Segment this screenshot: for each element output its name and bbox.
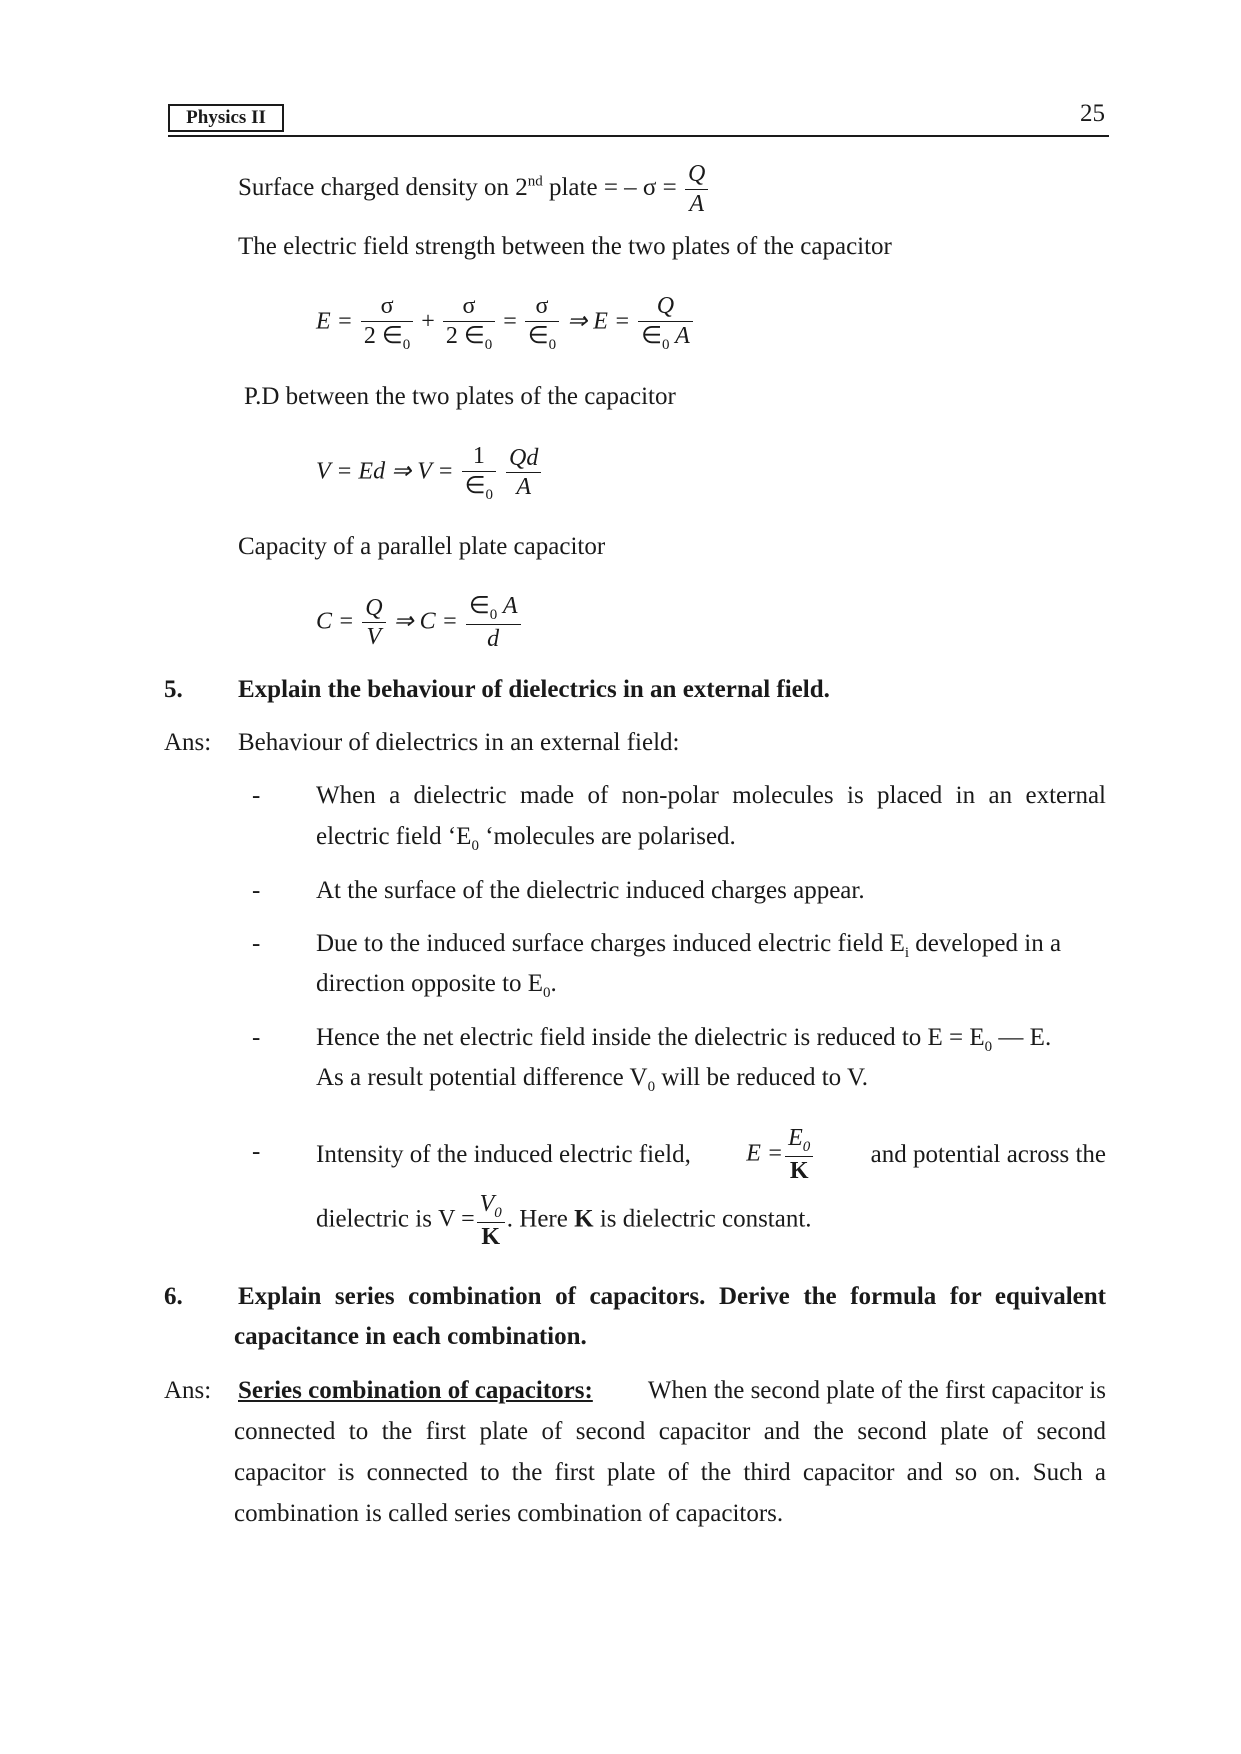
b3-l2b: .	[550, 970, 557, 997]
eq1-lead: Surface charged density on 2	[238, 174, 528, 202]
bullet-4-line-2	[316, 1064, 868, 1096]
b5-formula-v	[438, 1191, 507, 1250]
eq2-frac3	[525, 292, 559, 354]
bullet-2: At the surface of the dielectric induced charges appear.	[316, 877, 865, 904]
eq2-frac2-sub: 0	[484, 336, 493, 353]
eq2-lhs: E =	[316, 308, 353, 335]
eq4-lhs: C =	[316, 608, 355, 635]
b5-frac	[785, 1124, 813, 1186]
bullet-3-line-2	[316, 970, 557, 1002]
bullet-4-line-1	[316, 1024, 1051, 1056]
ans6-label: Ans:	[164, 1377, 212, 1404]
bullet-dash-4: -	[252, 1024, 261, 1051]
q6-line-2: capacitance in each combination.	[234, 1323, 587, 1350]
b5-K: K	[574, 1205, 594, 1233]
b5-frac-num	[785, 1124, 813, 1157]
ans5-intro: Behaviour of dielectrics in an external field:	[238, 729, 680, 756]
b5-V: V =	[438, 1206, 475, 1233]
bullet-dash-3: -	[252, 930, 261, 957]
b5-e: is dielectric constant.	[599, 1205, 812, 1233]
b5-vnum: V	[479, 1191, 495, 1217]
eq4-frac2-eps: ∈	[468, 593, 490, 619]
b5-formula	[746, 1124, 815, 1186]
eq3-frac1-den	[462, 472, 496, 504]
b3-l2a: direction opposite to E	[316, 970, 544, 997]
eq4-frac1	[362, 594, 385, 653]
eq2-frac1	[361, 292, 413, 354]
eq1-sup: nd	[527, 173, 543, 190]
ans6-l1: When the second plate of the first capacitor is	[647, 1377, 1106, 1404]
pd-line: P.D between the two plates of the capacitor	[244, 383, 676, 410]
b1-sub: 0	[471, 838, 479, 854]
eq3-frac1	[462, 442, 496, 504]
b3-sub: i	[904, 945, 910, 961]
ans5-label: Ans:	[164, 729, 212, 756]
eq2-frac3-num: σ	[525, 292, 559, 322]
b5-vfrac-num	[477, 1190, 505, 1223]
q6-number: 6.	[164, 1283, 183, 1310]
bullet-1-line-2	[316, 823, 736, 855]
eq2-frac1-sub: 0	[402, 336, 411, 353]
eq3-frac1-sub: 0	[485, 486, 494, 503]
b4-l2b: will be reduced to V.	[655, 1064, 869, 1091]
b4-sub0: 0	[647, 1079, 656, 1095]
eq2-frac4-sub: 0	[662, 336, 670, 353]
eq3-frac2	[506, 444, 541, 503]
eq2-implies: ⇒ E =	[567, 308, 631, 335]
b3-l1a: Due to the induced surface charges induced electric field E	[316, 930, 905, 957]
b1-l2b: ‘molecules are polarised.	[478, 823, 736, 850]
header-rule	[168, 135, 1109, 137]
ans6-title: Series combination of capacitors:	[238, 1377, 593, 1404]
eq1-den: A	[689, 190, 704, 217]
ans6-line-4: combination is called series combination of capacitors.	[234, 1500, 784, 1527]
b5-vsub: 0	[494, 1204, 502, 1221]
eq2-frac3-den-text: ∈	[527, 322, 549, 349]
eq3-frac2-num: Qd	[506, 444, 541, 474]
b1-l2a: electric field ‘E	[316, 823, 472, 850]
eq2-frac4	[638, 292, 693, 354]
eq3-lhs: V = Ed ⇒ V =	[316, 458, 454, 485]
eq2-plus: +	[421, 308, 435, 335]
q5-number: 5.	[164, 676, 183, 703]
eq4-frac2-num	[466, 592, 521, 625]
bullet-3-line-1	[316, 930, 1061, 962]
bullet-5-line-1	[316, 1124, 1106, 1186]
b4-l2a: As a result potential difference V	[316, 1064, 648, 1091]
capacity-line: Capacity of a parallel plate capacitor	[238, 533, 606, 560]
b5-sub: 0	[802, 1138, 811, 1155]
bullet-dash-1: -	[252, 782, 261, 809]
eq2-frac4-num: Q	[638, 292, 693, 322]
eq2-frac1-den-text: 2 ∈	[363, 322, 403, 349]
eq2-frac4-den-A: A	[669, 322, 690, 349]
eq2-frac4-den	[638, 322, 693, 354]
capacity-equation	[316, 592, 523, 654]
eq2-frac1-num: σ	[361, 292, 413, 322]
eq1-rest: plate = – σ =	[542, 174, 677, 202]
eq3-frac2-den: A	[516, 474, 532, 501]
q6-line-1: Explain series combination of capacitors. Derive the formula for equivalent	[238, 1283, 1106, 1310]
b3-sub0: 0	[543, 985, 551, 1001]
pd-equation	[316, 442, 543, 504]
field-strength-line: The electric field strength between the two plates of the capacitor	[238, 233, 892, 260]
b4-l1b: — E.	[992, 1024, 1052, 1051]
eq1-num: Q	[685, 160, 708, 190]
b4-l1a: Hence the net electric field inside the dielectric is reduced to E = E	[316, 1024, 985, 1051]
b5-vden: K	[481, 1223, 501, 1250]
bullet-dash-2: -	[252, 877, 261, 904]
eq2-equals: =	[503, 308, 517, 335]
surface-density-line	[238, 160, 710, 219]
bullet-dash-5: -	[252, 1138, 261, 1165]
page-number: 25	[1080, 100, 1105, 127]
b4-sub: 0	[984, 1039, 993, 1055]
b5-a: Intensity of the induced electric field,	[316, 1140, 691, 1168]
eq4-frac2-sub: 0	[489, 606, 498, 623]
q5-text: Explain the behaviour of dielectrics in an external field.	[238, 676, 830, 703]
bullet-5-line-2	[316, 1190, 812, 1252]
eq2-frac1-den	[361, 322, 413, 354]
eq1-fraction	[685, 160, 708, 219]
b5-E: E =	[746, 1140, 784, 1167]
ans6-line-3: capacitor is connected to the first plate of the third capacitor and so on. Such a	[234, 1459, 1106, 1486]
b5-vfrac	[477, 1190, 505, 1252]
b5-den: K	[789, 1157, 809, 1184]
eq2-frac4-den-eps: ∈	[641, 322, 663, 349]
b5-b: and potential across the	[870, 1140, 1106, 1168]
eq4-frac2-den: d	[487, 625, 500, 652]
book-title-box	[168, 104, 284, 132]
eq4-frac1-den: V	[366, 624, 382, 651]
eq2-frac2-den	[443, 322, 495, 354]
b5-c: dielectric is	[316, 1205, 432, 1233]
eq4-implies: ⇒ C =	[393, 608, 458, 635]
ans6-line-1	[238, 1377, 1106, 1405]
b5-d: . Here	[506, 1205, 568, 1233]
field-equation	[316, 292, 695, 354]
eq4-frac2-A: A	[497, 593, 518, 619]
eq2-frac2-den-text: 2 ∈	[445, 322, 485, 349]
eq2-frac3-sub: 0	[548, 336, 557, 353]
book-title: Physics II	[186, 107, 266, 128]
b3-l1b: developed in a	[909, 930, 1062, 957]
eq3-frac1-num: 1	[462, 442, 496, 472]
eq3-frac1-den-eps: ∈	[464, 472, 486, 499]
bullet-1-line-1: When a dielectric made of non-polar molecules is placed in an external	[316, 782, 1106, 809]
eq2-frac3-den	[525, 322, 559, 354]
ans6-line-2: connected to the first plate of second capacitor and the second plate of second	[234, 1418, 1106, 1445]
eq2-frac2-num: σ	[443, 292, 495, 322]
eq4-frac1-num: Q	[362, 594, 385, 624]
b5-num: E	[788, 1125, 803, 1151]
eq4-frac2	[466, 592, 521, 654]
eq2-frac2	[443, 292, 495, 354]
